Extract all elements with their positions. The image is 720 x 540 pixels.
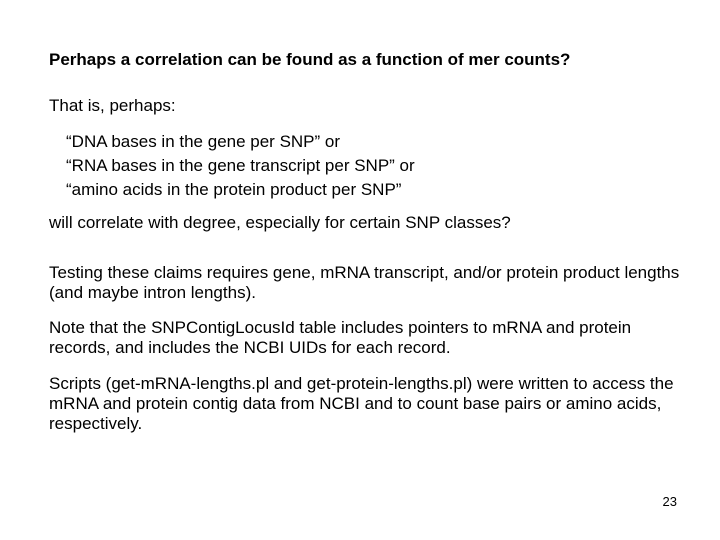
slide-heading: Perhaps a correlation can be found as a function of mer counts? <box>49 50 571 69</box>
quote-amino-acids: “amino acids in the protein product per SNP” <box>66 180 402 199</box>
paragraph-scripts: Scripts (get-mRNA-lengths.pl and get-protein-lengths.pl) were written to access the mRNA and protein contig data from NCBI and to count base pairs or amino acids, respectively. <box>49 374 674 433</box>
quote-dna-bases: “DNA bases in the gene per SNP” or <box>66 132 341 151</box>
quote-rna-bases: “RNA bases in the gene transcript per SNP” or <box>66 156 415 175</box>
paragraph-testing-claims: Testing these claims requires gene, mRNA transcript, and/or protein product lengths (and maybe intron lengths). <box>49 263 680 302</box>
conclusion-text: will correlate with degree, especially for certain SNP classes? <box>49 213 511 232</box>
paragraph-snp-contig-table: Note that the SNPContigLocusId table includes pointers to mRNA and protein records, and includes the NCBI UIDs for each record. <box>49 318 632 357</box>
intro-text: That is, perhaps: <box>49 96 176 115</box>
page-number: 23 <box>662 494 677 509</box>
